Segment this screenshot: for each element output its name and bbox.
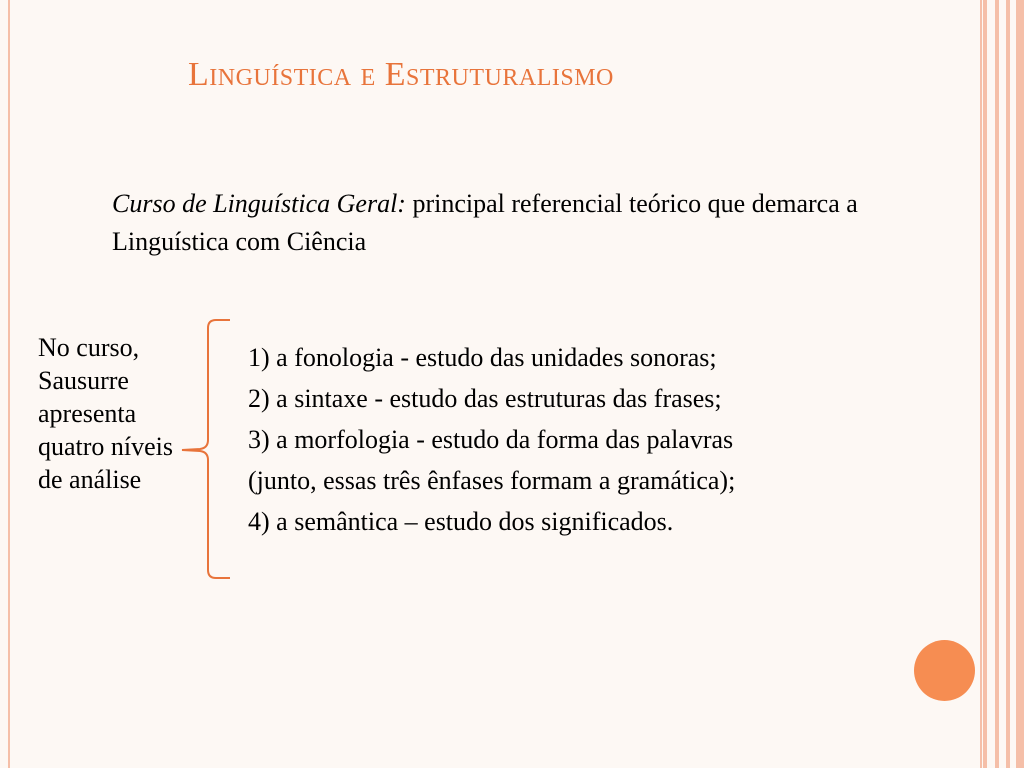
list-item: 1) a fonologia - estudo das unidades sonoras; xyxy=(248,343,717,372)
list-item: 4) a semântica – estudo dos significados. xyxy=(248,507,674,536)
left-note: No curso, Sausurre apresenta quatro níveis de análise xyxy=(38,333,174,494)
intro-text: principal referencial teórico que demarca a Linguística com Ciência xyxy=(112,189,858,256)
list-item: (junto, essas três ênfases formam a gramática); xyxy=(248,466,736,495)
book-title: Curso de Linguística Geral: xyxy=(112,189,406,218)
slide-title: Linguística e Estruturalismo xyxy=(188,56,614,93)
levels-list xyxy=(248,337,948,542)
decorative-stripe xyxy=(987,0,995,768)
list-item: 2) a sintaxe - estudo das estruturas das frases; xyxy=(248,384,722,413)
decorative-circle xyxy=(914,640,975,701)
intro-paragraph xyxy=(112,185,962,261)
curly-brace-icon xyxy=(180,318,236,580)
list-item: 3) a morfologia - estudo da forma das palavras xyxy=(248,425,734,454)
decorative-stripe xyxy=(1016,0,1024,768)
decorative-stripe xyxy=(999,0,1006,768)
